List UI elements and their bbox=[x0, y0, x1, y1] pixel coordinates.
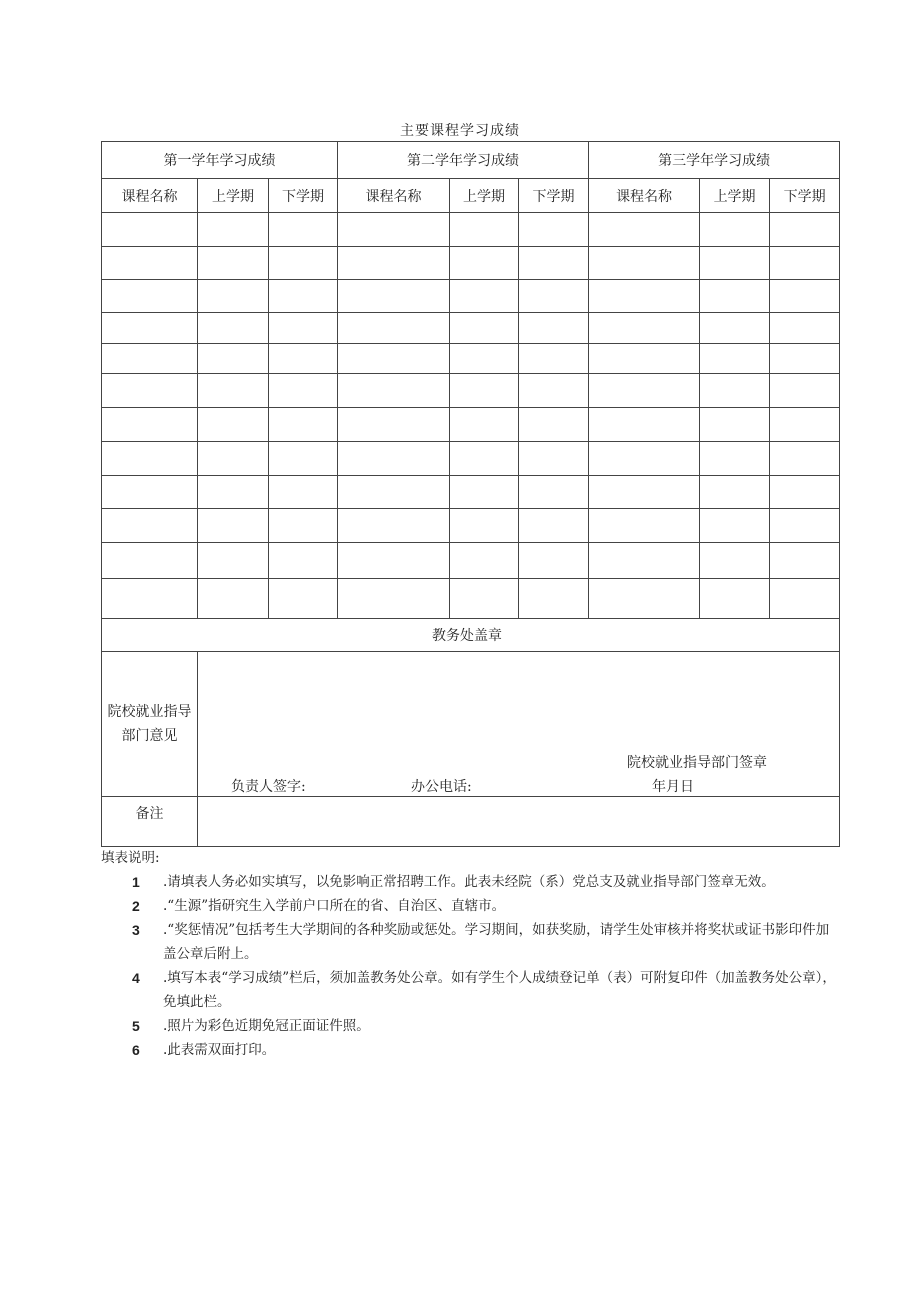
year-1-first-term-cell[interactable] bbox=[198, 476, 269, 509]
year-3-second-term-cell[interactable] bbox=[770, 280, 840, 313]
seal-text: 教务处盖章 bbox=[432, 628, 502, 644]
year-3-first-term-cell[interactable] bbox=[700, 509, 770, 543]
year-1-course-name-cell[interactable] bbox=[102, 280, 198, 313]
year-1-course-name-cell[interactable] bbox=[102, 442, 198, 476]
year-3-course-name-cell[interactable] bbox=[589, 313, 700, 344]
year-1-first-term-cell[interactable] bbox=[198, 442, 269, 476]
page-title: 主要课程学习成绩 bbox=[400, 123, 520, 139]
year-2-course-name-cell[interactable] bbox=[338, 280, 450, 313]
year-2-first-term-cell[interactable] bbox=[450, 408, 519, 442]
year-2-first-term-cell[interactable] bbox=[450, 213, 519, 247]
year-2-second-term-cell[interactable] bbox=[519, 543, 589, 579]
year-1-first-term-cell[interactable] bbox=[198, 579, 269, 619]
grade-row bbox=[102, 344, 840, 374]
grade-row bbox=[102, 408, 840, 442]
year-3-course-name-cell[interactable] bbox=[589, 213, 700, 247]
year-2-second-term-cell[interactable] bbox=[519, 408, 589, 442]
year-1-second-term-cell[interactable] bbox=[269, 213, 338, 247]
opinion-field[interactable] bbox=[198, 652, 840, 797]
year-3-second-term-cell[interactable] bbox=[770, 442, 840, 476]
remarks-label bbox=[102, 797, 198, 847]
year-2-second-term-cell[interactable] bbox=[519, 213, 589, 247]
year-1-first-term-cell[interactable] bbox=[198, 408, 269, 442]
year-1-second-term-cell[interactable] bbox=[269, 313, 338, 344]
year-3-second-term-cell[interactable] bbox=[770, 509, 840, 543]
year-1-course-name-cell[interactable] bbox=[102, 313, 198, 344]
year-3-second-term-cell[interactable] bbox=[770, 374, 840, 408]
course-name-header: 课程名称 bbox=[102, 179, 198, 213]
year-3-second-term-cell[interactable] bbox=[770, 313, 840, 344]
first-term-header: 上学期 bbox=[198, 179, 269, 213]
grades-table bbox=[101, 141, 840, 847]
instruction-text: .“生源”指研究生入学前户口所在的省、自治区、直辖市。 bbox=[163, 898, 506, 914]
year-2-first-term-cell[interactable] bbox=[450, 313, 519, 344]
year-2-second-term-cell[interactable] bbox=[519, 280, 589, 313]
year-2-course-name-cell[interactable] bbox=[338, 509, 450, 543]
year-3-first-term-cell[interactable] bbox=[700, 579, 770, 619]
year-2-first-term-cell[interactable] bbox=[450, 509, 519, 543]
grade-row bbox=[102, 374, 840, 408]
second-term-header: 下学期 bbox=[770, 179, 840, 213]
year-2-course-name-cell[interactable] bbox=[338, 408, 450, 442]
grade-row bbox=[102, 476, 840, 509]
year-2-second-term-cell[interactable] bbox=[519, 579, 589, 619]
year-1-first-term-cell[interactable] bbox=[198, 543, 269, 579]
instructions-list bbox=[101, 870, 841, 1062]
year-1-course-name-cell[interactable] bbox=[102, 579, 198, 619]
year-3-first-term-cell[interactable] bbox=[700, 247, 770, 280]
year-3-first-term-cell[interactable] bbox=[700, 280, 770, 313]
year-3-second-term-cell[interactable] bbox=[770, 543, 840, 579]
year-2-first-term-cell[interactable] bbox=[450, 344, 519, 374]
year-3-first-term-cell[interactable] bbox=[700, 442, 770, 476]
year-1-first-term-cell[interactable] bbox=[198, 344, 269, 374]
year-2-second-term-cell[interactable] bbox=[519, 442, 589, 476]
instruction-number: 2 bbox=[132, 898, 140, 914]
year-1-second-term-cell[interactable] bbox=[269, 509, 338, 543]
year-2-first-term-cell[interactable] bbox=[450, 543, 519, 579]
year-3-first-term-cell[interactable] bbox=[700, 543, 770, 579]
grade-row bbox=[102, 280, 840, 313]
year-1-second-term-cell[interactable] bbox=[269, 543, 338, 579]
first-term-header: 上学期 bbox=[450, 179, 519, 213]
year-2-second-term-cell[interactable] bbox=[519, 247, 589, 280]
year-3-second-term-cell[interactable] bbox=[770, 408, 840, 442]
year-2-course-name-cell[interactable] bbox=[338, 374, 450, 408]
year-2-first-term-cell[interactable] bbox=[450, 442, 519, 476]
remarks-row bbox=[102, 797, 840, 847]
grade-row bbox=[102, 213, 840, 247]
year-1-second-term-cell[interactable] bbox=[269, 442, 338, 476]
year-1-second-term-cell[interactable] bbox=[269, 579, 338, 619]
academic-office-seal-label bbox=[102, 619, 840, 652]
year-3-second-term-cell[interactable] bbox=[770, 213, 840, 247]
employment-dept-seal-label: 院校就业指导部门签章 bbox=[627, 755, 767, 771]
instruction-item bbox=[101, 1014, 841, 1038]
grade-row bbox=[102, 543, 840, 579]
year-2-first-term-cell[interactable] bbox=[450, 579, 519, 619]
year-2-first-term-cell[interactable] bbox=[450, 247, 519, 280]
year-2-second-term-cell[interactable] bbox=[519, 476, 589, 509]
course-name-header: 课程名称 bbox=[338, 179, 450, 213]
instruction-item bbox=[101, 1038, 841, 1062]
grade-row bbox=[102, 509, 840, 543]
year-1-first-term-cell[interactable] bbox=[198, 374, 269, 408]
instruction-text: .此表需双面打印。 bbox=[163, 1042, 276, 1058]
instruction-number: 5 bbox=[132, 1018, 140, 1034]
year-2-first-term-cell[interactable] bbox=[450, 374, 519, 408]
year-1-first-term-cell[interactable] bbox=[198, 280, 269, 313]
instruction-text: .照片为彩色近期免冠正面证件照。 bbox=[163, 1018, 370, 1034]
year-2-first-term-cell[interactable] bbox=[450, 280, 519, 313]
year-2-first-term-cell[interactable] bbox=[450, 476, 519, 509]
term-header-row bbox=[102, 179, 840, 213]
instructions bbox=[101, 846, 841, 1062]
year-1-first-term-cell[interactable] bbox=[198, 247, 269, 280]
year-2-second-term-cell[interactable] bbox=[519, 313, 589, 344]
year-1-second-term-cell[interactable] bbox=[269, 344, 338, 374]
year-2-header: 第二学年学习成绩 bbox=[338, 142, 589, 179]
year-1-course-name-cell[interactable] bbox=[102, 476, 198, 509]
year-3-course-name-cell[interactable] bbox=[589, 280, 700, 313]
opinion-row bbox=[102, 652, 840, 797]
date-label: 年月日 bbox=[652, 779, 694, 795]
year-3-header: 第三学年学习成绩 bbox=[589, 142, 840, 179]
course-name-header: 课程名称 bbox=[589, 179, 700, 213]
year-2-course-name-cell[interactable] bbox=[338, 213, 450, 247]
year-1-second-term-cell[interactable] bbox=[269, 280, 338, 313]
first-term-header: 上学期 bbox=[700, 179, 770, 213]
instruction-item bbox=[101, 918, 841, 966]
year-1-course-name-cell[interactable] bbox=[102, 213, 198, 247]
year-3-course-name-cell[interactable] bbox=[589, 476, 700, 509]
year-3-course-name-cell[interactable] bbox=[589, 344, 700, 374]
remarks-text: 备注 bbox=[135, 806, 164, 822]
year-1-second-term-cell[interactable] bbox=[269, 476, 338, 509]
year-3-first-term-cell[interactable] bbox=[700, 374, 770, 408]
year-3-first-term-cell[interactable] bbox=[700, 476, 770, 509]
instructions-heading: 填表说明: bbox=[101, 850, 160, 866]
instruction-text: .填写本表“学习成绩”栏后，须加盖教务处公章。如有学生个人成绩登记单（表）可附复印件（加盖教务处公章），免填此栏。 bbox=[163, 970, 836, 1010]
year-2-course-name-cell[interactable] bbox=[338, 313, 450, 344]
opinion-label-line1: 院校就业指导 bbox=[107, 704, 192, 720]
seal-row bbox=[102, 619, 840, 652]
year-2-course-name-cell[interactable] bbox=[338, 579, 450, 619]
year-1-first-term-cell[interactable] bbox=[198, 213, 269, 247]
grade-row bbox=[102, 247, 840, 280]
grade-row bbox=[102, 442, 840, 476]
year-3-second-term-cell[interactable] bbox=[770, 344, 840, 374]
instruction-text: .请填表人务必如实填写，以免影响正常招聘工作。此表未经院（系）党总支及就业指导部门签章无效。 bbox=[163, 874, 775, 890]
year-1-first-term-cell[interactable] bbox=[198, 313, 269, 344]
year-1-second-term-cell[interactable] bbox=[269, 374, 338, 408]
instruction-text: .“奖惩情况”包括考生大学期间的各种奖励或惩处。学习期间，如获奖励，请学生处审核并将奖状或证书影印件加盖公章后附上。 bbox=[163, 922, 830, 962]
second-term-header: 下学期 bbox=[519, 179, 589, 213]
remarks-field[interactable] bbox=[198, 797, 840, 847]
year-3-first-term-cell[interactable] bbox=[700, 344, 770, 374]
year-3-second-term-cell[interactable] bbox=[770, 579, 840, 619]
signer-label: 负责人签字: bbox=[231, 779, 306, 795]
instruction-number: 4 bbox=[132, 970, 140, 986]
year-header-row bbox=[102, 142, 840, 179]
year-3-course-name-cell[interactable] bbox=[589, 579, 700, 619]
year-3-course-name-cell[interactable] bbox=[589, 442, 700, 476]
year-3-course-name-cell[interactable] bbox=[589, 247, 700, 280]
opinion-label-line2: 部门意见 bbox=[121, 728, 178, 744]
instruction-number: 3 bbox=[132, 922, 140, 938]
second-term-header: 下学期 bbox=[269, 179, 338, 213]
grade-row bbox=[102, 579, 840, 619]
year-3-course-name-cell[interactable] bbox=[589, 408, 700, 442]
year-3-first-term-cell[interactable] bbox=[700, 313, 770, 344]
instruction-item bbox=[101, 870, 841, 894]
year-1-first-term-cell[interactable] bbox=[198, 509, 269, 543]
phone-label: 办公电话: bbox=[411, 779, 472, 795]
year-3-course-name-cell[interactable] bbox=[589, 543, 700, 579]
year-3-second-term-cell[interactable] bbox=[770, 476, 840, 509]
year-3-course-name-cell[interactable] bbox=[589, 374, 700, 408]
year-3-course-name-cell[interactable] bbox=[589, 509, 700, 543]
year-1-course-name-cell[interactable] bbox=[102, 509, 198, 543]
year-3-first-term-cell[interactable] bbox=[700, 408, 770, 442]
instruction-item bbox=[101, 966, 841, 1014]
year-2-second-term-cell[interactable] bbox=[519, 509, 589, 543]
year-2-second-term-cell[interactable] bbox=[519, 344, 589, 374]
year-1-second-term-cell[interactable] bbox=[269, 408, 338, 442]
year-2-course-name-cell[interactable] bbox=[338, 344, 450, 374]
year-2-second-term-cell[interactable] bbox=[519, 374, 589, 408]
grade-row bbox=[102, 313, 840, 344]
year-3-second-term-cell[interactable] bbox=[770, 247, 840, 280]
year-1-second-term-cell[interactable] bbox=[269, 247, 338, 280]
year-1-course-name-cell[interactable] bbox=[102, 408, 198, 442]
opinion-label bbox=[102, 652, 198, 797]
instruction-number: 1 bbox=[132, 874, 140, 890]
year-1-course-name-cell[interactable] bbox=[102, 374, 198, 408]
year-2-course-name-cell[interactable] bbox=[338, 476, 450, 509]
year-1-course-name-cell[interactable] bbox=[102, 344, 198, 374]
year-2-course-name-cell[interactable] bbox=[338, 543, 450, 579]
year-1-course-name-cell[interactable] bbox=[102, 247, 198, 280]
year-1-header: 第一学年学习成绩 bbox=[102, 142, 338, 179]
year-3-first-term-cell[interactable] bbox=[700, 213, 770, 247]
instruction-number: 6 bbox=[132, 1042, 140, 1058]
year-2-course-name-cell[interactable] bbox=[338, 247, 450, 280]
instruction-item bbox=[101, 894, 841, 918]
year-1-course-name-cell[interactable] bbox=[102, 543, 198, 579]
year-2-course-name-cell[interactable] bbox=[338, 442, 450, 476]
